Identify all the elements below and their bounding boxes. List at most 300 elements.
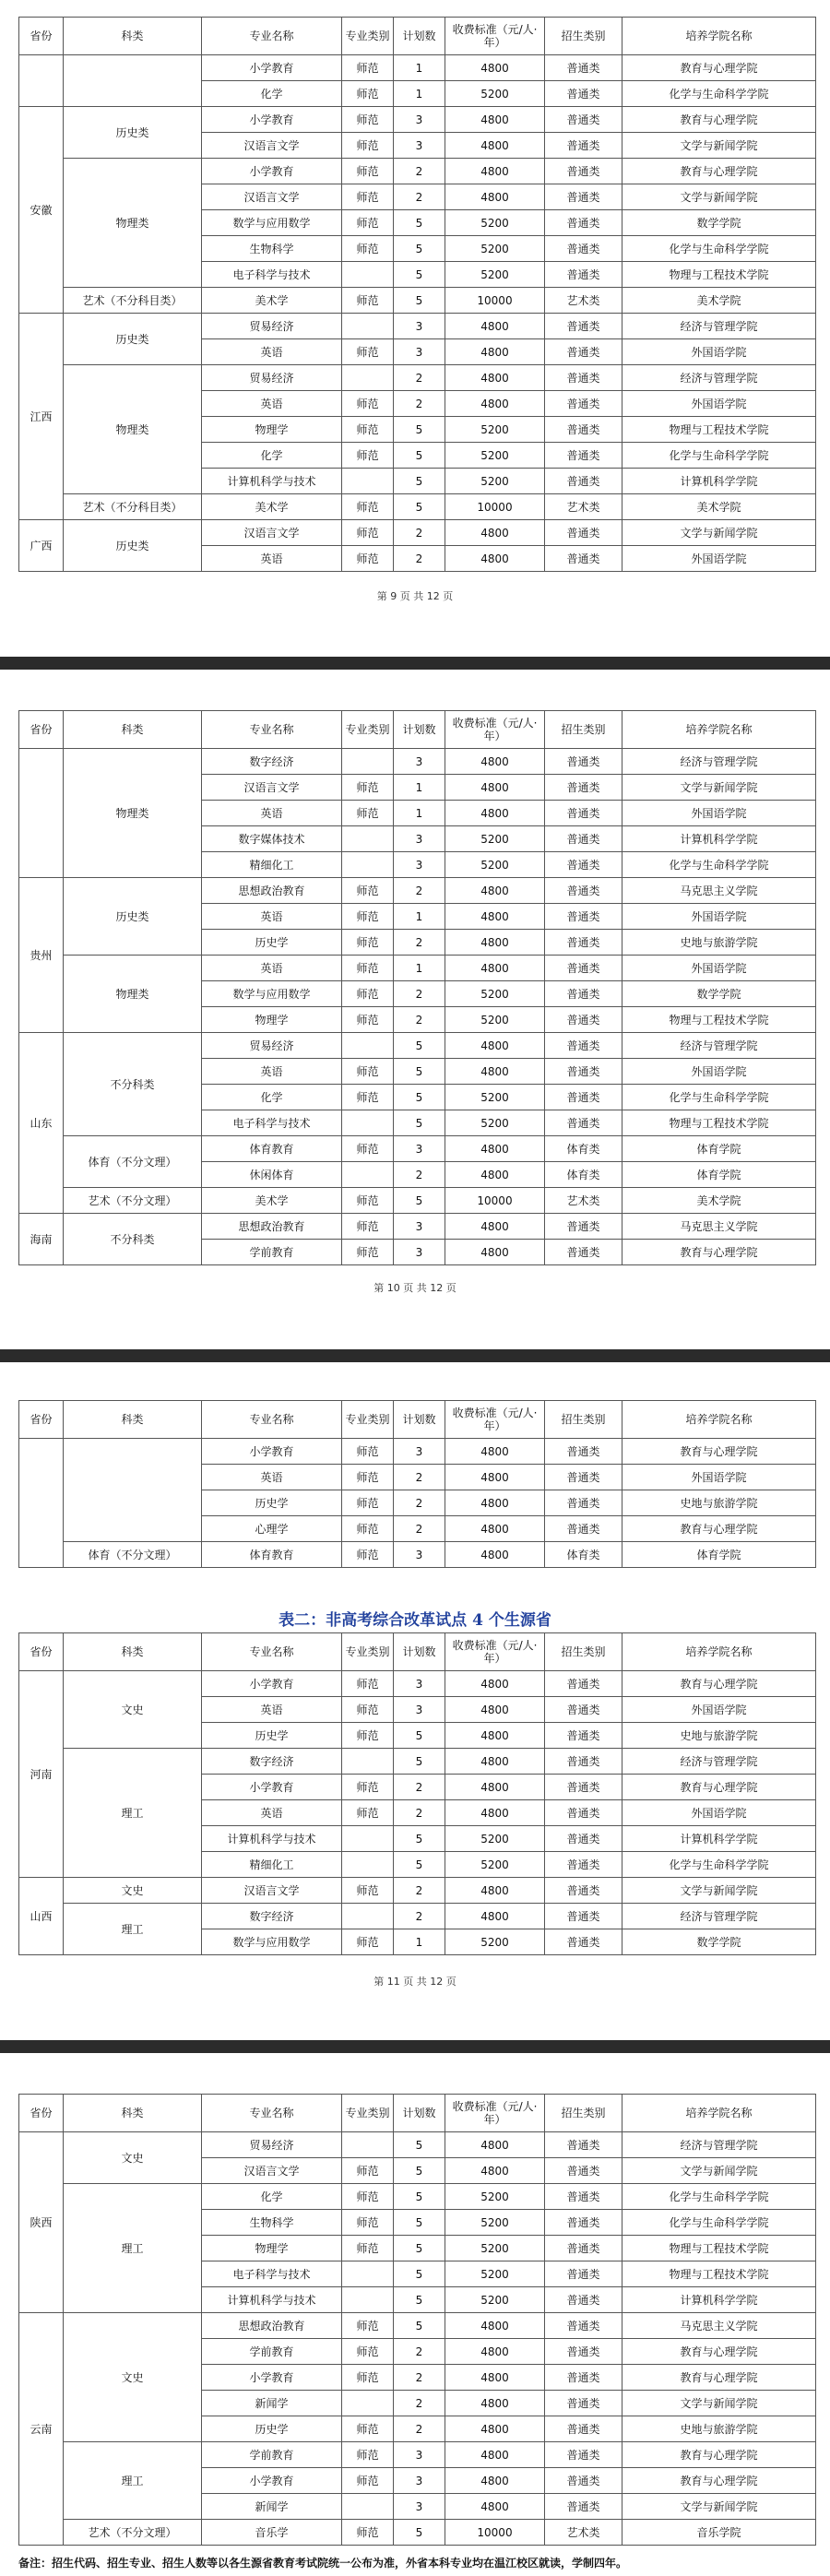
major-type-cell: 师范 (342, 1929, 394, 1955)
plan-count-cell: 5 (394, 1110, 445, 1136)
major-name-cell: 汉语言文学 (202, 184, 342, 210)
fee-cell: 5200 (445, 1110, 545, 1136)
fee-cell: 4800 (445, 107, 545, 133)
major-name-cell: 思想政治教育 (202, 1214, 342, 1240)
plan-count-cell: 5 (394, 494, 445, 520)
major-name-cell: 休闲体育 (202, 1162, 342, 1188)
college-cell: 物理与工程技术学院 (622, 1110, 816, 1136)
enroll-type-cell: 普通类 (545, 1110, 622, 1136)
fee-cell: 4800 (445, 1214, 545, 1240)
plan-count-cell: 2 (394, 1775, 445, 1800)
college-cell: 外国语学院 (622, 1059, 816, 1085)
admission-table-continued (18, 1400, 815, 1568)
major-name-cell: 化学 (202, 81, 342, 107)
major-type-cell: 师范 (342, 1007, 394, 1033)
enroll-type-cell: 普通类 (545, 262, 622, 288)
college-cell: 化学与生命科学学院 (622, 81, 816, 107)
college-cell: 化学与生命科学学院 (622, 443, 816, 469)
enroll-type-cell: 普通类 (545, 1826, 622, 1852)
table-row (19, 956, 816, 981)
plan-count-cell: 2 (394, 878, 445, 904)
major-type-cell (342, 1110, 394, 1136)
major-name-cell: 心理学 (202, 1516, 342, 1542)
fee-cell: 4800 (445, 775, 545, 801)
plan-count-cell: 2 (394, 184, 445, 210)
enroll-type-cell: 艺术类 (545, 2520, 622, 2546)
province-cell: 海南 (19, 1214, 64, 1265)
category-cell (64, 1439, 202, 1542)
enroll-type-cell: 普通类 (545, 1033, 622, 1059)
major-name-cell: 新闻学 (202, 2391, 342, 2416)
admission-table-page-10 (18, 710, 815, 1265)
column-header: 招生类别 (545, 2095, 622, 2132)
plan-table (18, 2094, 816, 2546)
college-cell: 外国语学院 (622, 339, 816, 365)
major-name-cell: 学前教育 (202, 1240, 342, 1265)
college-cell: 计算机科学学院 (622, 1826, 816, 1852)
enroll-type-cell: 普通类 (545, 520, 622, 546)
footnote: 备注：招生代码、招生专业、招生人数等以各生源省教育考试院统一公布为准，外省本科专业均在温江校区就读，学制四年。 (18, 2557, 628, 2570)
fee-cell: 10000 (445, 288, 545, 314)
college-cell: 经济与管理学院 (622, 314, 816, 339)
fee-cell: 5200 (445, 2210, 545, 2236)
major-type-cell: 师范 (342, 956, 394, 981)
table-caption: 表二：非高考综合改革试点 4 个生源省 (279, 1611, 551, 1630)
major-name-cell: 英语 (202, 1697, 342, 1723)
enroll-type-cell: 普通类 (545, 2416, 622, 2442)
college-cell: 文学与新闻学院 (622, 2391, 816, 2416)
major-type-cell (342, 262, 394, 288)
enroll-type-cell: 普通类 (545, 1904, 622, 1929)
major-name-cell: 数学与应用数学 (202, 981, 342, 1007)
admission-table-page-11 (18, 1632, 815, 1955)
major-name-cell: 新闻学 (202, 2494, 342, 2520)
major-type-cell: 师范 (342, 1490, 394, 1516)
college-cell: 化学与生命科学学院 (622, 1852, 816, 1878)
header-row (19, 711, 816, 749)
college-cell: 化学与生命科学学院 (622, 236, 816, 262)
column-header: 科类 (64, 2095, 202, 2132)
major-type-cell: 师范 (342, 1439, 394, 1465)
plan-count-cell: 3 (394, 2442, 445, 2468)
college-cell: 教育与心理学院 (622, 1775, 816, 1800)
major-type-cell (342, 1749, 394, 1775)
major-type-cell: 师范 (342, 904, 394, 930)
major-name-cell: 数字媒体技术 (202, 826, 342, 852)
column-header: 专业类别 (342, 1401, 394, 1439)
plan-count-cell: 5 (394, 1826, 445, 1852)
enroll-type-cell: 普通类 (545, 981, 622, 1007)
category-cell: 理工 (64, 2184, 202, 2313)
plan-count-cell: 1 (394, 801, 445, 826)
page-number: 第 9 页 共 12 页 (376, 590, 454, 602)
fee-cell: 4800 (445, 2416, 545, 2442)
fee-cell: 4800 (445, 956, 545, 981)
fee-cell: 4800 (445, 2494, 545, 2520)
major-type-cell (342, 1826, 394, 1852)
fee-cell: 10000 (445, 2520, 545, 2546)
header-row (19, 2095, 816, 2132)
major-name-cell: 美术学 (202, 1188, 342, 1214)
plan-count-cell: 3 (394, 133, 445, 159)
major-name-cell: 英语 (202, 1800, 342, 1826)
enroll-type-cell: 普通类 (545, 1697, 622, 1723)
plan-count-cell: 3 (394, 1136, 445, 1162)
plan-count-cell: 2 (394, 981, 445, 1007)
fee-cell: 4800 (445, 520, 545, 546)
plan-count-cell: 5 (394, 2184, 445, 2210)
fee-cell: 4800 (445, 1033, 545, 1059)
major-type-cell: 师范 (342, 2365, 394, 2391)
major-type-cell: 师范 (342, 981, 394, 1007)
column-header: 省份 (19, 711, 64, 749)
fee-cell: 5200 (445, 1826, 545, 1852)
major-name-cell: 汉语言文学 (202, 2158, 342, 2184)
fee-cell: 4800 (445, 1723, 545, 1749)
category-cell: 文史 (64, 1671, 202, 1749)
enroll-type-cell: 普通类 (545, 775, 622, 801)
major-name-cell: 小学教育 (202, 1775, 342, 1800)
enroll-type-cell: 体育类 (545, 1162, 622, 1188)
plan-count-cell: 5 (394, 1085, 445, 1110)
fee-cell: 4800 (445, 2132, 545, 2158)
column-header: 培养学院名称 (622, 2095, 816, 2132)
college-cell: 教育与心理学院 (622, 1439, 816, 1465)
fee-cell: 5200 (445, 469, 545, 494)
college-cell: 史地与旅游学院 (622, 930, 816, 956)
major-name-cell: 物理学 (202, 2236, 342, 2261)
fee-cell: 5200 (445, 826, 545, 852)
major-type-cell: 师范 (342, 494, 394, 520)
fee-cell: 4800 (445, 133, 545, 159)
header-row (19, 1633, 816, 1671)
enroll-type-cell: 普通类 (545, 2132, 622, 2158)
enroll-type-cell: 普通类 (545, 365, 622, 391)
plan-table (18, 1632, 816, 1955)
major-type-cell: 师范 (342, 288, 394, 314)
fee-cell: 5200 (445, 1085, 545, 1110)
province-cell: 陕西 (19, 2132, 64, 2313)
table-row (19, 159, 816, 184)
category-cell: 历史类 (64, 878, 202, 956)
enroll-type-cell: 普通类 (545, 2236, 622, 2261)
plan-count-cell: 5 (394, 2261, 445, 2287)
major-type-cell: 师范 (342, 2158, 394, 2184)
college-cell: 文学与新闻学院 (622, 520, 816, 546)
college-cell: 外国语学院 (622, 1697, 816, 1723)
category-cell: 物理类 (64, 365, 202, 494)
fee-cell: 5200 (445, 2236, 545, 2261)
plan-count-cell: 5 (394, 2287, 445, 2313)
table-row (19, 2520, 816, 2546)
category-cell: 艺术（不分科目类） (64, 288, 202, 314)
plan-count-cell: 2 (394, 1904, 445, 1929)
fee-cell: 4800 (445, 2442, 545, 2468)
major-name-cell: 物理学 (202, 1007, 342, 1033)
category-cell: 体育（不分文理） (64, 1136, 202, 1188)
fee-cell: 4800 (445, 2339, 545, 2365)
enroll-type-cell: 普通类 (545, 55, 622, 81)
major-name-cell: 电子科学与技术 (202, 2261, 342, 2287)
table-row (19, 288, 816, 314)
category-cell: 文史 (64, 2132, 202, 2184)
college-cell: 数学学院 (622, 1929, 816, 1955)
major-type-cell: 师范 (342, 1516, 394, 1542)
column-header: 收费标准（元/人·年） (445, 1633, 545, 1671)
column-header: 培养学院名称 (622, 1401, 816, 1439)
enroll-type-cell: 普通类 (545, 184, 622, 210)
major-type-cell: 师范 (342, 1240, 394, 1265)
plan-count-cell: 1 (394, 55, 445, 81)
major-type-cell: 师范 (342, 55, 394, 81)
enroll-type-cell: 普通类 (545, 2468, 622, 2494)
column-header: 计划数 (394, 18, 445, 55)
major-type-cell: 师范 (342, 2210, 394, 2236)
enroll-type-cell: 普通类 (545, 417, 622, 443)
page-separator (0, 657, 830, 670)
fee-cell: 4800 (445, 878, 545, 904)
enroll-type-cell: 普通类 (545, 2442, 622, 2468)
major-type-cell: 师范 (342, 2339, 394, 2365)
major-name-cell: 英语 (202, 339, 342, 365)
college-cell: 化学与生命科学学院 (622, 2210, 816, 2236)
plan-count-cell: 5 (394, 210, 445, 236)
college-cell: 教育与心理学院 (622, 1516, 816, 1542)
fee-cell: 4800 (445, 1136, 545, 1162)
major-type-cell (342, 2261, 394, 2287)
plan-count-cell: 5 (394, 469, 445, 494)
plan-count-cell: 3 (394, 826, 445, 852)
enroll-type-cell: 普通类 (545, 443, 622, 469)
plan-count-cell: 5 (394, 262, 445, 288)
plan-count-cell: 2 (394, 1007, 445, 1033)
plan-count-cell: 5 (394, 2158, 445, 2184)
table-row (19, 1214, 816, 1240)
enroll-type-cell: 普通类 (545, 801, 622, 826)
category-cell: 艺术（不分科目类） (64, 494, 202, 520)
province-cell: 山西 (19, 1878, 64, 1955)
college-cell: 外国语学院 (622, 546, 816, 572)
category-cell: 理工 (64, 2442, 202, 2520)
column-header: 专业类别 (342, 1633, 394, 1671)
college-cell: 教育与心理学院 (622, 107, 816, 133)
table-row (19, 2184, 816, 2210)
enroll-type-cell: 普通类 (545, 2210, 622, 2236)
college-cell: 音乐学院 (622, 2520, 816, 2546)
table-row (19, 55, 816, 81)
province-cell: 安徽 (19, 107, 64, 314)
column-header: 培养学院名称 (622, 18, 816, 55)
plan-count-cell: 2 (394, 2365, 445, 2391)
category-cell: 不分科类 (64, 1033, 202, 1136)
major-type-cell: 师范 (342, 1188, 394, 1214)
fee-cell: 4800 (445, 1800, 545, 1826)
enroll-type-cell: 普通类 (545, 1085, 622, 1110)
major-type-cell: 师范 (342, 1542, 394, 1568)
province-cell: 云南 (19, 2313, 64, 2546)
column-header: 省份 (19, 1401, 64, 1439)
college-cell: 外国语学院 (622, 391, 816, 417)
fee-cell: 4800 (445, 2365, 545, 2391)
enroll-type-cell: 普通类 (545, 1723, 622, 1749)
enroll-type-cell: 体育类 (545, 1542, 622, 1568)
major-type-cell: 师范 (342, 930, 394, 956)
table-row (19, 1033, 816, 1059)
major-name-cell: 精细化工 (202, 1852, 342, 1878)
table-row (19, 878, 816, 904)
table-row (19, 1749, 816, 1775)
admission-table-page-9 (18, 17, 815, 572)
major-name-cell: 英语 (202, 1059, 342, 1085)
table-row (19, 1542, 816, 1568)
plan-count-cell: 3 (394, 1697, 445, 1723)
table-row (19, 749, 816, 775)
plan-count-cell: 5 (394, 2313, 445, 2339)
major-name-cell: 小学教育 (202, 107, 342, 133)
major-type-cell (342, 2132, 394, 2158)
column-header: 专业类别 (342, 18, 394, 55)
fee-cell: 5200 (445, 417, 545, 443)
enroll-type-cell: 普通类 (545, 1465, 622, 1490)
column-header: 计划数 (394, 711, 445, 749)
college-cell: 经济与管理学院 (622, 1033, 816, 1059)
column-header: 计划数 (394, 1401, 445, 1439)
major-type-cell: 师范 (342, 184, 394, 210)
enroll-type-cell: 普通类 (545, 1800, 622, 1826)
table-row (19, 1878, 816, 1904)
major-name-cell: 小学教育 (202, 1439, 342, 1465)
column-header: 专业名称 (202, 2095, 342, 2132)
province-cell (19, 55, 64, 107)
major-name-cell: 汉语言文学 (202, 133, 342, 159)
fee-cell: 5200 (445, 2261, 545, 2287)
plan-count-cell: 5 (394, 417, 445, 443)
college-cell: 马克思主义学院 (622, 878, 816, 904)
column-header: 培养学院名称 (622, 1633, 816, 1671)
plan-count-cell: 2 (394, 520, 445, 546)
enroll-type-cell: 普通类 (545, 107, 622, 133)
college-cell: 数学学院 (622, 981, 816, 1007)
major-type-cell: 师范 (342, 1775, 394, 1800)
college-cell: 教育与心理学院 (622, 2339, 816, 2365)
province-cell: 贵州 (19, 878, 64, 1033)
enroll-type-cell: 艺术类 (545, 494, 622, 520)
major-name-cell: 小学教育 (202, 2468, 342, 2494)
college-cell: 教育与心理学院 (622, 1240, 816, 1265)
enroll-type-cell: 普通类 (545, 391, 622, 417)
plan-count-cell: 5 (394, 1033, 445, 1059)
plan-count-cell: 2 (394, 1490, 445, 1516)
college-cell: 数学学院 (622, 210, 816, 236)
plan-count-cell: 5 (394, 1852, 445, 1878)
column-header: 专业名称 (202, 1633, 342, 1671)
plan-count-cell: 5 (394, 2236, 445, 2261)
college-cell: 美术学院 (622, 494, 816, 520)
fee-cell: 4800 (445, 749, 545, 775)
major-name-cell: 电子科学与技术 (202, 1110, 342, 1136)
major-type-cell (342, 1033, 394, 1059)
plan-count-cell: 2 (394, 2416, 445, 2442)
plan-count-cell: 5 (394, 1188, 445, 1214)
enroll-type-cell: 普通类 (545, 1214, 622, 1240)
enroll-type-cell: 普通类 (545, 1007, 622, 1033)
enroll-type-cell: 普通类 (545, 2261, 622, 2287)
college-cell: 史地与旅游学院 (622, 1723, 816, 1749)
major-type-cell: 师范 (342, 1697, 394, 1723)
major-type-cell: 师范 (342, 1214, 394, 1240)
enroll-type-cell: 普通类 (545, 210, 622, 236)
college-cell: 外国语学院 (622, 801, 816, 826)
enroll-type-cell: 普通类 (545, 2365, 622, 2391)
enroll-type-cell: 普通类 (545, 930, 622, 956)
plan-count-cell: 2 (394, 1878, 445, 1904)
fee-cell: 4800 (445, 1775, 545, 1800)
fee-cell: 5200 (445, 1007, 545, 1033)
major-name-cell: 精细化工 (202, 852, 342, 878)
college-cell: 经济与管理学院 (622, 1749, 816, 1775)
column-header: 科类 (64, 711, 202, 749)
admission-table-page-12 (18, 2094, 815, 2546)
college-cell: 经济与管理学院 (622, 749, 816, 775)
major-name-cell: 贸易经济 (202, 365, 342, 391)
major-name-cell: 化学 (202, 1085, 342, 1110)
college-cell: 外国语学院 (622, 904, 816, 930)
page-separator (0, 2040, 830, 2053)
column-header: 专业类别 (342, 711, 394, 749)
major-name-cell: 历史学 (202, 1490, 342, 1516)
enroll-type-cell: 普通类 (545, 2158, 622, 2184)
enroll-type-cell: 普通类 (545, 749, 622, 775)
major-name-cell: 计算机科学与技术 (202, 469, 342, 494)
major-type-cell: 师范 (342, 2416, 394, 2442)
column-header: 招生类别 (545, 1633, 622, 1671)
major-type-cell: 师范 (342, 878, 394, 904)
major-type-cell (342, 826, 394, 852)
column-header: 科类 (64, 1633, 202, 1671)
enroll-type-cell: 普通类 (545, 2339, 622, 2365)
major-type-cell: 师范 (342, 1465, 394, 1490)
fee-cell: 4800 (445, 1671, 545, 1697)
category-cell: 理工 (64, 1749, 202, 1878)
major-name-cell: 生物科学 (202, 236, 342, 262)
major-name-cell: 英语 (202, 801, 342, 826)
plan-count-cell: 5 (394, 2132, 445, 2158)
major-name-cell: 化学 (202, 443, 342, 469)
major-type-cell: 师范 (342, 2313, 394, 2339)
college-cell: 体育学院 (622, 1162, 816, 1188)
college-cell: 计算机科学学院 (622, 469, 816, 494)
plan-count-cell: 3 (394, 339, 445, 365)
header-row (19, 1401, 816, 1439)
major-type-cell: 师范 (342, 2236, 394, 2261)
major-type-cell (342, 2287, 394, 2313)
enroll-type-cell: 普通类 (545, 826, 622, 852)
college-cell: 教育与心理学院 (622, 55, 816, 81)
major-name-cell: 英语 (202, 956, 342, 981)
college-cell: 经济与管理学院 (622, 1904, 816, 1929)
major-name-cell: 英语 (202, 904, 342, 930)
plan-count-cell: 2 (394, 1162, 445, 1188)
plan-table (18, 1400, 816, 1568)
fee-cell: 4800 (445, 314, 545, 339)
enroll-type-cell: 普通类 (545, 2391, 622, 2416)
fee-cell: 4800 (445, 2468, 545, 2494)
fee-cell: 5200 (445, 1852, 545, 1878)
enroll-type-cell: 普通类 (545, 1516, 622, 1542)
college-cell: 教育与心理学院 (622, 2468, 816, 2494)
table-row (19, 365, 816, 391)
college-cell: 教育与心理学院 (622, 2442, 816, 2468)
